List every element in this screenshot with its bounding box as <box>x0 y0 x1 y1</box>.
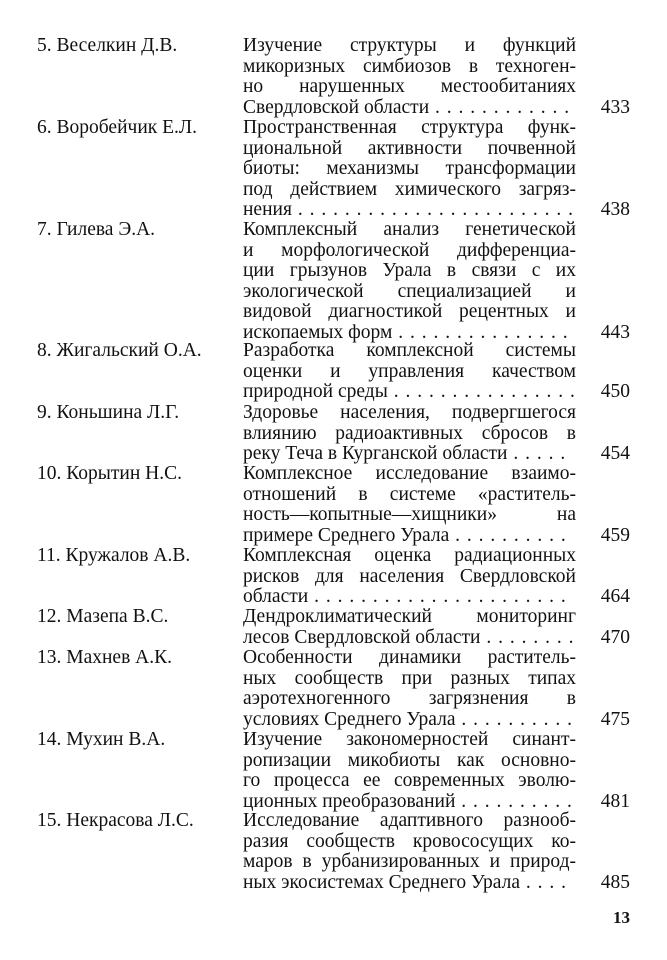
entry-title-line: аэротехногенного загрязнения в <box>243 689 576 709</box>
dot-leader: . . . . . . . . . . <box>449 525 567 546</box>
entry-page-number: 443 <box>600 321 630 343</box>
entry-title-line <box>243 200 576 221</box>
entry-page-number: 485 <box>600 871 630 893</box>
entry-title-line <box>243 323 576 344</box>
entry-title-text: условиях Среднего Урала <box>243 709 456 730</box>
entry-title-line <box>243 792 576 813</box>
entry-title-line: разия сообществ кровососущих ко- <box>243 831 576 852</box>
entry-title-line: ропизации микобиоты как основно- <box>243 750 576 771</box>
entry-title-line: Изучение структуры и функций <box>243 36 576 56</box>
entry-title-text: ископаемых форм <box>243 322 393 343</box>
entry-author: 11. Кружалов А.В. <box>37 545 191 566</box>
entry-title-text: области <box>243 587 309 607</box>
entry-title-line: ность—копытные—хищники» на <box>243 505 576 525</box>
entry-author: 9. Коньшина Л.Г. <box>37 402 180 423</box>
entry-title-line: видовой диагностикой рецентных и <box>243 302 576 322</box>
dot-leader: . . . . . . . . . . . . <box>429 97 571 118</box>
entry-title <box>243 36 576 118</box>
entry-title <box>243 607 576 648</box>
entry-title-line: под действием химического загряз- <box>243 179 576 200</box>
entry-title-line: биоты: механизмы трансформации <box>243 159 576 179</box>
entry-title-line: Здоровье населения, подвергшегося <box>243 403 576 423</box>
entry-title <box>243 403 576 465</box>
entry-title-line: Разработка комплексной системы <box>243 341 576 361</box>
entry-page-number: 454 <box>600 443 630 464</box>
entry-page-number: 459 <box>600 524 630 546</box>
entry-page-number: 470 <box>600 626 630 648</box>
entry-title-line <box>243 382 576 403</box>
entry-title-line: микоризных симбиозов в техноген- <box>243 56 576 77</box>
entry-title-line <box>243 587 576 608</box>
entry-title-line: Комплексный анализ генетической <box>243 220 576 240</box>
entry-title <box>243 648 576 730</box>
entry-title-text: реку Теча в Курганской области <box>243 444 508 464</box>
entry-title-line: Особенности динамики раститель- <box>243 648 576 668</box>
entry-page-number: 433 <box>600 96 630 118</box>
entry-title-line: ных сообществ при разных типах <box>243 668 576 689</box>
entry-title-text: ционных преобразований <box>243 791 456 812</box>
entry-page-number: 481 <box>600 790 630 812</box>
entry-title-line <box>243 98 576 119</box>
entry-title-line <box>243 444 576 465</box>
entry-title-line: отношений в системе «раститель- <box>243 484 576 505</box>
entry-title-line: ции грызунов Урала в связи с их <box>243 261 576 281</box>
dot-leader: . . . . . . . . . . . . . . . . <box>387 382 576 402</box>
entry-title <box>243 464 576 546</box>
entry-page-number: 475 <box>600 708 630 730</box>
dot-leader: . . . . . . . . <box>480 627 575 648</box>
dot-leader: . . . . . . . . . . <box>455 709 573 730</box>
entry-title-line: маров в урбанизированных и природ- <box>243 852 576 872</box>
entry-title-line <box>243 710 576 731</box>
entry-author: 6. Воробейчик Е.Л. <box>37 117 197 138</box>
entry-title-line <box>243 628 576 649</box>
entry-title <box>243 546 576 608</box>
entry-title-text: примере Среднего Урала <box>243 525 450 546</box>
entry-title-line: Комплексное исследование взаимо- <box>243 464 576 484</box>
entry-title-line: рисков для населения Свердловской <box>243 566 576 587</box>
dot-leader: . . . . . . . . . . . . . . . <box>392 322 569 343</box>
entry-title-line: и морфологической дифференциа- <box>243 240 576 261</box>
entry-author: 15. Некрасова Л.С. <box>37 810 194 831</box>
page-number: 13 <box>613 908 630 927</box>
entry-title-text: нения <box>243 200 292 220</box>
dot-leader: . . . . . <box>507 444 567 464</box>
entry-author: 7. Гилева Э.А. <box>37 219 156 240</box>
entry-author: 14. Мухин В.А. <box>37 729 166 750</box>
entry-title-line: оценки и управления качеством <box>243 361 576 382</box>
entry-title-line <box>243 873 576 894</box>
entry-title-line <box>243 526 576 547</box>
entry-title <box>243 341 576 403</box>
entry-title <box>243 220 576 343</box>
entry-author: 10. Корытин Н.С. <box>37 463 182 484</box>
entry-title-text: природной среды <box>243 382 388 402</box>
entry-title-line: Исследование адаптивного разнооб- <box>243 811 576 831</box>
entry-author: 13. Махнев А.К. <box>37 647 173 668</box>
entry-title-line: Комплексная оценка радиационных <box>243 546 576 566</box>
entry-title-line: Дендроклиматический мониторинг <box>243 607 576 627</box>
dot-leader: . . . . . . . . . . . . . . . . . . . . . . . . <box>291 200 574 220</box>
entry-page-number: 438 <box>600 199 630 220</box>
entry-title-line: Изучение закономерностей синант- <box>243 730 576 750</box>
entry-author: 5. Веселкин Д.В. <box>37 35 178 56</box>
entry-title-line: циональной активности почвенной <box>243 138 576 159</box>
entry-page-number: 464 <box>600 586 630 607</box>
entry-author: 8. Жигальский О.А. <box>37 340 202 361</box>
entry-title <box>243 730 576 812</box>
entry-title-line: го процесса ее современных эволю- <box>243 771 576 791</box>
entry-author: 12. Мазепа В.С. <box>37 606 169 627</box>
entry-title-text: лесов Свердловской области <box>243 627 481 648</box>
entry-title-line: влиянию радиоактивных сбросов в <box>243 423 576 444</box>
entry-title-text: ных экосистемах Среднего Урала <box>243 872 521 893</box>
entry-page-number: 450 <box>600 381 630 402</box>
dot-leader: . . . . . . . . . . . . . . . . . . . . . . <box>308 587 567 607</box>
entry-title-line: Пространственная структура функ- <box>243 118 576 138</box>
dot-leader: . . . . . . . . . . <box>455 791 573 812</box>
dot-leader: . . . . <box>520 872 568 893</box>
entry-title <box>243 118 576 221</box>
entry-title-line: но нарушенных местообитаниях <box>243 77 576 97</box>
entry-title <box>243 811 576 893</box>
entry-title-text: Свердловской области <box>243 97 430 118</box>
entry-title-line: экологической специализацией и <box>243 281 576 302</box>
